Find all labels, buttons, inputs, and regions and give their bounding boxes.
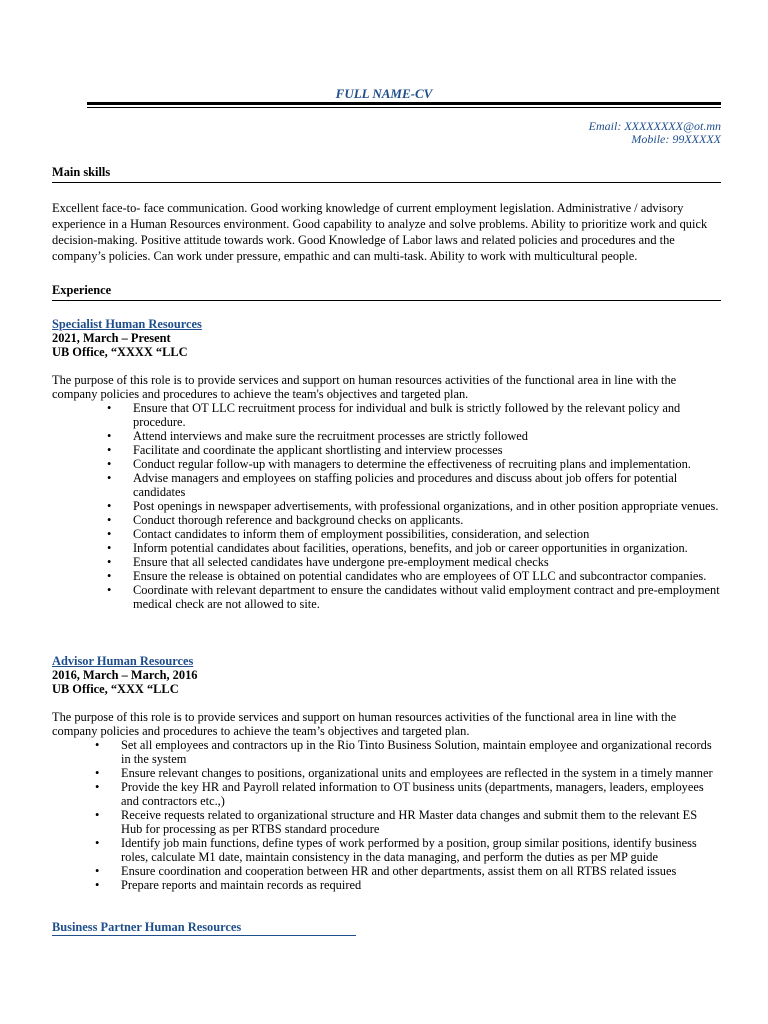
job-title-advisor[interactable]: Advisor Human Resources xyxy=(52,654,194,668)
bullet-text: Coordinate with relevant department to ensure the candidates without valid employment contract and pre-employment medical check are not allowed to site. xyxy=(133,583,720,611)
bullet-text: Ensure coordination and cooperation between HR and other departments, assist them on all RTBS related issues xyxy=(121,864,677,878)
cv-title: FULL NAME-CV xyxy=(335,86,433,101)
mobile-text: Mobile: 99XXXXX xyxy=(631,132,721,146)
bullet-text: Attend interviews and make sure the recruitment processes are strictly followed xyxy=(133,429,528,443)
bullet-dot-icon: • xyxy=(95,780,100,794)
bullet-dot-icon: • xyxy=(107,499,112,513)
job-meta-2 xyxy=(52,668,197,696)
bullet-item xyxy=(107,513,723,527)
bullet-text: Ensure that OT LLC recruitment process for individual and bulk is strictly followed by the relevant policy and procedure. xyxy=(133,401,681,429)
bullet-dot-icon: • xyxy=(95,738,100,752)
bullet-text: Set all employees and contractors up in the Rio Tinto Business Solution, maintain employee and organizational records in the system xyxy=(121,738,712,766)
bullet-text: Post openings in newspaper advertisements, with professional organizations, and in other position appropriate venues. xyxy=(133,499,719,513)
job-bullets-1 xyxy=(107,401,723,611)
bullet-dot-icon: • xyxy=(107,513,112,527)
bullet-item xyxy=(95,738,721,766)
bullet-text: Conduct regular follow-up with managers to determine the effectiveness of recruiting plans and implementation. xyxy=(133,457,691,471)
job-meta-1 xyxy=(52,331,188,359)
job-office: UB Office, “XXXX “LLC xyxy=(52,345,188,359)
bullet-item xyxy=(107,527,723,541)
bullet-text: Ensure the release is obtained on potential candidates who are employees of OT LLC and subcontractor companies. xyxy=(133,569,707,583)
bullet-dot-icon: • xyxy=(107,443,112,457)
bullet-item xyxy=(107,443,723,457)
bullet-dot-icon: • xyxy=(95,836,100,850)
job-dates: 2021, March – Present xyxy=(52,331,171,345)
bullet-dot-icon: • xyxy=(107,401,112,415)
bullet-item xyxy=(107,471,723,499)
bullet-dot-icon: • xyxy=(107,569,112,583)
bullet-dot-icon: • xyxy=(95,878,100,892)
job-bullets-2 xyxy=(95,738,721,892)
bullet-text: Conduct thorough reference and background checks on applicants. xyxy=(133,513,464,527)
bullet-item xyxy=(95,808,721,836)
bullet-dot-icon: • xyxy=(107,541,112,555)
bullet-text: Ensure relevant changes to positions, organizational units and employees are reflected in the system in a timely manner xyxy=(121,766,713,780)
bullet-item xyxy=(95,836,721,864)
bullet-item xyxy=(107,429,723,443)
bullet-item xyxy=(107,541,723,555)
bullet-text: Ensure that all selected candidates have undergone pre-employment medical checks xyxy=(133,555,549,569)
bullet-text: Receive requests related to organizational structure and HR Master data changes and submit them to the relevant ES Hub for processing as per RTBS standard procedure xyxy=(121,808,698,836)
title-rule-thick xyxy=(87,102,721,105)
bullet-text: Advise managers and employees on staffing policies and procedures and discuss about job offers for potential candidates xyxy=(133,471,678,499)
job-dates: 2016, March – March, 2016 xyxy=(52,668,198,682)
bullet-item xyxy=(95,766,721,780)
email-text: Email: XXXXXXXX@ot.mn xyxy=(588,119,721,133)
job-purpose: The purpose of this role is to provide services and support on human resources activities of the functional area in line with the company policies and procedures to achieve the team’s objectives and targeted plan. xyxy=(52,710,677,738)
bullet-text: Contact candidates to inform them of employment possibilities, consideration, and selection xyxy=(133,527,590,541)
bullet-text: Inform potential candidates about facilities, operations, benefits, and job or career opportunities in organization. xyxy=(133,541,688,555)
bullet-text: Prepare reports and maintain records as required xyxy=(121,878,362,892)
bullet-dot-icon: • xyxy=(95,864,100,878)
bullet-dot-icon: • xyxy=(107,527,112,541)
experience-heading: Experience xyxy=(52,283,721,301)
bullet-item xyxy=(107,569,723,583)
job-title-specialist[interactable]: Specialist Human Resources xyxy=(52,317,202,331)
bullet-dot-icon: • xyxy=(107,555,112,569)
main-skills-heading: Main skills xyxy=(52,165,721,183)
contact-block xyxy=(589,120,721,146)
bullet-item xyxy=(95,864,721,878)
job-office: UB Office, “XXX “LLC xyxy=(52,682,179,696)
bullet-text: Identify job main functions, define types of work performed by a position, group similar positions, identify business roles, calculate M1 date, maintain consistency in the data managing, and perform the duties as per MP guide xyxy=(121,836,697,864)
bullet-dot-icon: • xyxy=(95,808,100,822)
bullet-dot-icon: • xyxy=(107,583,112,597)
title-rule-thin xyxy=(87,107,721,108)
bullet-text: Facilitate and coordinate the applicant shortlisting and interview processes xyxy=(133,443,503,457)
bullet-dot-icon: • xyxy=(107,457,112,471)
bullet-dot-icon: • xyxy=(107,429,112,443)
bullet-item xyxy=(107,401,723,429)
job-title-business-partner[interactable]: Business Partner Human Resources xyxy=(52,920,356,936)
bullet-item xyxy=(107,583,723,611)
bullet-dot-icon: • xyxy=(95,766,100,780)
job-purpose: The purpose of this role is to provide services and support on human resources activities of the functional area in line with the company policies and procedures to achieve the team's objectives and targeted plan. xyxy=(52,373,677,401)
bullet-item xyxy=(107,499,723,513)
bullet-item xyxy=(107,555,723,569)
bullet-item xyxy=(107,457,723,471)
bullet-item xyxy=(95,780,721,808)
bullet-item xyxy=(95,878,721,892)
bullet-dot-icon: • xyxy=(107,471,112,485)
main-skills-text: Excellent face-to- face communication. Good working knowledge of current employment legislation. Administrative / advisory experience in a Human Resources environment. Good capability to analyze and solve problems. Ability to prioritize work and quick decision-making. Positive attitude towards work. Good Knowledge of Labor laws and related policies and procedures and the company’s policies. Can work under pressure, empathic and can multi-task. Ability to work with multicultural people. xyxy=(52,201,708,263)
bullet-text: Provide the key HR and Payroll related information to OT business units (departments, managers, leaders, employees and contractors etc.,) xyxy=(121,780,704,808)
